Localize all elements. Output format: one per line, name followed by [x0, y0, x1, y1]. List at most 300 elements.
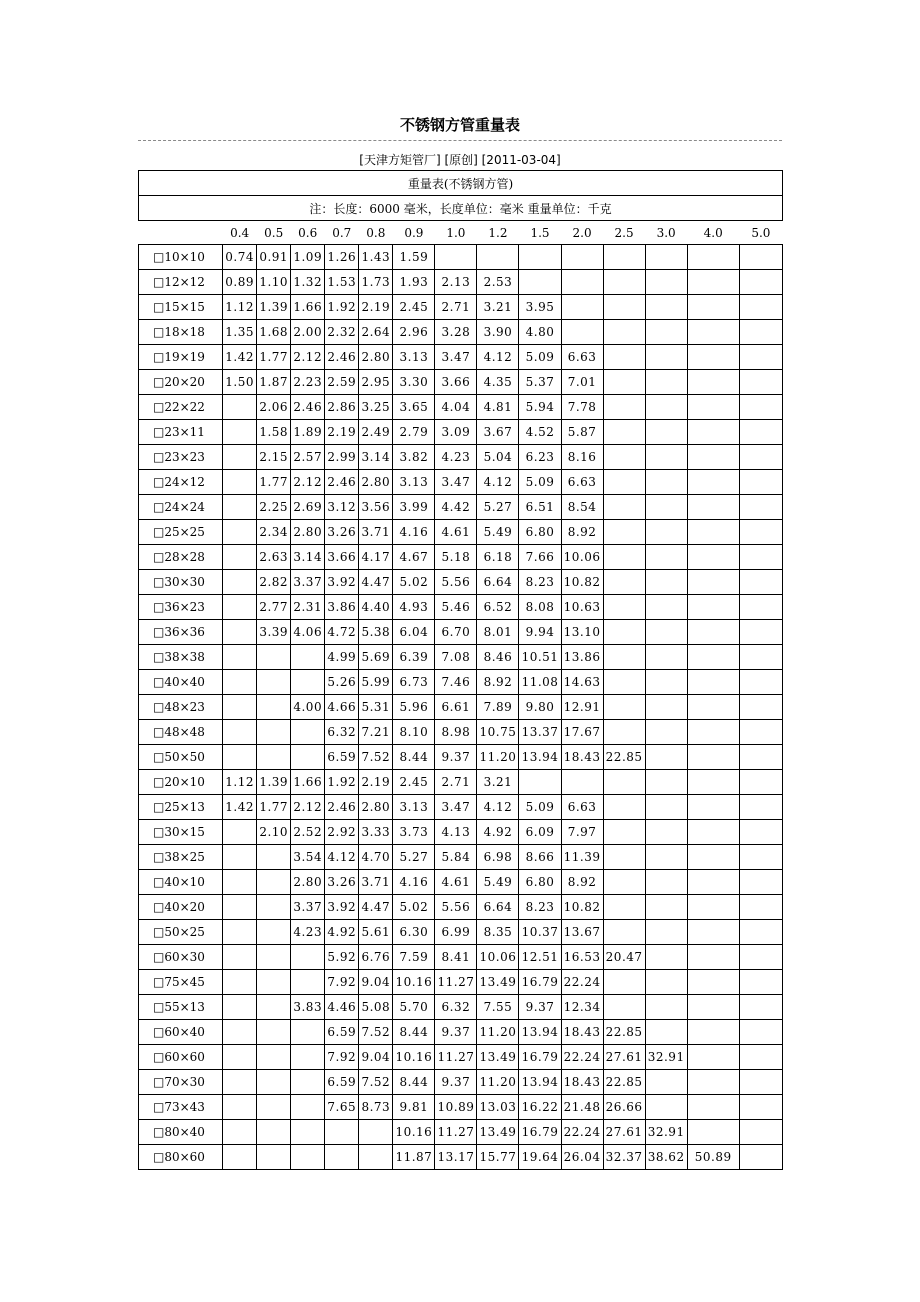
- weight-cell: [645, 470, 687, 495]
- weight-cell: [687, 1095, 739, 1120]
- weight-cell: 4.06: [291, 620, 325, 645]
- weight-cell: 10.89: [435, 1095, 477, 1120]
- thickness-header: 0.8: [366, 225, 386, 240]
- weight-cell: [291, 1045, 325, 1070]
- weight-cell: 3.67: [477, 420, 519, 445]
- dashed-divider: [138, 140, 782, 141]
- weight-cell: 3.12: [325, 495, 359, 520]
- weight-cell: [603, 595, 645, 620]
- weight-cell: 9.04: [359, 970, 393, 995]
- weight-cell: [223, 1070, 257, 1095]
- weight-cell: 10.16: [393, 970, 435, 995]
- weight-cell: 2.19: [359, 770, 393, 795]
- weight-cell: 7.46: [435, 670, 477, 695]
- weight-cell: 22.85: [603, 1070, 645, 1095]
- weight-cell: 16.79: [519, 1045, 561, 1070]
- weight-cell: 6.70: [435, 620, 477, 645]
- weight-cell: 9.94: [519, 620, 561, 645]
- weight-cell: [519, 270, 561, 295]
- weight-cell: 3.56: [359, 495, 393, 520]
- weight-cell: 4.12: [477, 470, 519, 495]
- weight-cell: [645, 995, 687, 1020]
- weight-cell: 10.06: [561, 545, 603, 570]
- weight-cell: 3.66: [325, 545, 359, 570]
- weight-cell: 16.79: [519, 970, 561, 995]
- weight-cell: [687, 1120, 739, 1145]
- weight-cell: 9.37: [435, 745, 477, 770]
- weight-cell: 5.18: [435, 545, 477, 570]
- weight-cell: [687, 395, 739, 420]
- weight-cell: 26.04: [561, 1145, 603, 1170]
- weight-cell: 1.66: [291, 770, 325, 795]
- weight-cell: [291, 720, 325, 745]
- weight-cell: 16.22: [519, 1095, 561, 1120]
- tube-size-cell: □60×30: [139, 945, 223, 970]
- table-row: [139, 245, 783, 270]
- weight-cell: 2.79: [393, 420, 435, 445]
- weight-cell: 2.12: [291, 795, 325, 820]
- weight-cell: 4.13: [435, 820, 477, 845]
- weight-cell: [257, 695, 291, 720]
- header-blank-cell: [139, 221, 223, 245]
- tube-size-cell: □18×18: [139, 320, 223, 345]
- weight-cell: 2.31: [291, 595, 325, 620]
- weight-cell: 3.39: [257, 620, 291, 645]
- table-row: [139, 720, 783, 745]
- weight-cell: [603, 370, 645, 395]
- tube-size-cell: □73×43: [139, 1095, 223, 1120]
- table-row: [139, 445, 783, 470]
- weight-cell: [325, 1145, 359, 1170]
- table-row: [139, 695, 783, 720]
- weight-cell: [257, 870, 291, 895]
- weight-cell: 1.73: [359, 270, 393, 295]
- weight-cell: 2.69: [291, 495, 325, 520]
- weight-cell: [645, 595, 687, 620]
- weight-cell: [645, 345, 687, 370]
- weight-cell: 4.04: [435, 395, 477, 420]
- source-line: [天津方矩管厂] [原创] [2011-03-04]: [359, 153, 561, 167]
- weight-cell: 4.70: [359, 845, 393, 870]
- weight-cell: 4.40: [359, 595, 393, 620]
- weight-cell: 32.91: [645, 1120, 687, 1145]
- weight-cell: [223, 495, 257, 520]
- weight-cell: 10.06: [477, 945, 519, 970]
- weight-cell: 2.80: [359, 345, 393, 370]
- weight-cell: [739, 970, 782, 995]
- weight-cell: 2.23: [291, 370, 325, 395]
- weight-cell: 3.92: [325, 570, 359, 595]
- weight-cell: [603, 770, 645, 795]
- weight-cell: 7.59: [393, 945, 435, 970]
- weight-cell: 9.80: [519, 695, 561, 720]
- weight-cell: [603, 545, 645, 570]
- weight-cell: 0.74: [223, 245, 257, 270]
- weight-cell: 6.98: [477, 845, 519, 870]
- weight-cell: [739, 395, 782, 420]
- weight-cell: 7.97: [561, 820, 603, 845]
- weight-cell: [603, 495, 645, 520]
- weight-cell: 5.08: [359, 995, 393, 1020]
- weight-cell: 1.59: [393, 245, 435, 270]
- weight-cell: [739, 470, 782, 495]
- weight-cell: [739, 920, 782, 945]
- table-row: [139, 595, 783, 620]
- tube-size-cell: □80×40: [139, 1120, 223, 1145]
- weight-cell: 13.10: [561, 620, 603, 645]
- weight-cell: [739, 795, 782, 820]
- weight-cell: 2.06: [257, 395, 291, 420]
- weight-cell: [603, 295, 645, 320]
- weight-cell: [645, 770, 687, 795]
- weight-cell: [645, 720, 687, 745]
- tube-size-cell: □70×30: [139, 1070, 223, 1095]
- weight-cell: [223, 870, 257, 895]
- weight-cell: [687, 895, 739, 920]
- weight-cell: 2.15: [257, 445, 291, 470]
- weight-cell: 11.20: [477, 1070, 519, 1095]
- weight-cell: [739, 620, 782, 645]
- weight-cell: 13.49: [477, 1120, 519, 1145]
- table-row: [139, 1145, 783, 1170]
- weight-cell: [645, 270, 687, 295]
- weight-cell: 9.37: [435, 1020, 477, 1045]
- weight-cell: [739, 495, 782, 520]
- weight-cell: 6.04: [393, 620, 435, 645]
- weight-cell: [739, 345, 782, 370]
- tube-size-cell: □50×25: [139, 920, 223, 945]
- weight-cell: 2.12: [291, 345, 325, 370]
- weight-cell: 10.63: [561, 595, 603, 620]
- weight-cell: [739, 245, 782, 270]
- table-row: [139, 845, 783, 870]
- weight-cell: [291, 645, 325, 670]
- weight-cell: [645, 420, 687, 445]
- weight-cell: 9.37: [519, 995, 561, 1020]
- table-row: [139, 870, 783, 895]
- weight-cell: 6.80: [519, 870, 561, 895]
- weight-cell: 9.81: [393, 1095, 435, 1120]
- weight-cell: 11.27: [435, 1120, 477, 1145]
- weight-cell: 4.12: [477, 795, 519, 820]
- tube-size-cell: □12×12: [139, 270, 223, 295]
- weight-cell: 1.26: [325, 245, 359, 270]
- weight-cell: [645, 570, 687, 595]
- weight-cell: 3.71: [359, 870, 393, 895]
- weight-cell: 3.13: [393, 795, 435, 820]
- table-row: [139, 670, 783, 695]
- weight-cell: 4.92: [325, 920, 359, 945]
- weight-cell: 8.44: [393, 1070, 435, 1095]
- weight-cell: 11.27: [435, 970, 477, 995]
- weight-cell: 2.53: [477, 270, 519, 295]
- weight-cell: 2.46: [325, 795, 359, 820]
- tube-size-cell: □23×11: [139, 420, 223, 445]
- weight-cell: [645, 1095, 687, 1120]
- weight-cell: 6.39: [393, 645, 435, 670]
- weight-cell: [687, 995, 739, 1020]
- weight-cell: 11.20: [477, 1020, 519, 1045]
- weight-cell: [645, 370, 687, 395]
- weight-cell: 3.13: [393, 345, 435, 370]
- weight-cell: [645, 395, 687, 420]
- table-row: [139, 370, 783, 395]
- weight-cell: [257, 670, 291, 695]
- weight-cell: [687, 470, 739, 495]
- weight-cell: [739, 1020, 782, 1045]
- weight-cell: [687, 420, 739, 445]
- tube-size-cell: □24×24: [139, 495, 223, 520]
- weight-cell: 5.94: [519, 395, 561, 420]
- weight-cell: 5.26: [325, 670, 359, 695]
- tube-size-cell: □60×60: [139, 1045, 223, 1070]
- weight-cell: [257, 895, 291, 920]
- weight-cell: 2.57: [291, 445, 325, 470]
- table-caption: 重量表(不锈钢方管): [139, 171, 783, 196]
- weight-cell: 5.37: [519, 370, 561, 395]
- weight-cell: 11.20: [477, 745, 519, 770]
- table-row: [139, 920, 783, 945]
- weight-cell: 11.27: [435, 1045, 477, 1070]
- weight-cell: [603, 870, 645, 895]
- weight-cell: [603, 970, 645, 995]
- weight-cell: 4.81: [477, 395, 519, 420]
- weight-cell: 4.35: [477, 370, 519, 395]
- weight-cell: 5.09: [519, 470, 561, 495]
- weight-cell: 6.99: [435, 920, 477, 945]
- weight-cell: 3.99: [393, 495, 435, 520]
- tube-size-cell: □15×15: [139, 295, 223, 320]
- weight-cell: [257, 1120, 291, 1145]
- weight-cell: 5.27: [477, 495, 519, 520]
- weight-cell: 3.54: [291, 845, 325, 870]
- weight-cell: [739, 870, 782, 895]
- weight-cell: [687, 270, 739, 295]
- weight-cell: [739, 720, 782, 745]
- weight-cell: 22.85: [603, 1020, 645, 1045]
- weight-cell: [223, 670, 257, 695]
- weight-cell: [739, 1145, 782, 1170]
- weight-cell: 2.80: [291, 520, 325, 545]
- tube-size-cell: □10×10: [139, 245, 223, 270]
- table-row: [139, 345, 783, 370]
- thickness-header: 2.0: [572, 225, 592, 240]
- weight-cell: [645, 670, 687, 695]
- weight-cell: 5.49: [477, 870, 519, 895]
- weight-cell: [739, 445, 782, 470]
- weight-cell: [291, 945, 325, 970]
- weight-cell: [687, 1070, 739, 1095]
- weight-cell: [687, 695, 739, 720]
- weight-cell: 8.73: [359, 1095, 393, 1120]
- weight-cell: [257, 1045, 291, 1070]
- weight-cell: 13.37: [519, 720, 561, 745]
- tube-size-cell: □38×25: [139, 845, 223, 870]
- tube-size-cell: □20×10: [139, 770, 223, 795]
- weight-cell: 1.42: [223, 345, 257, 370]
- weight-cell: 8.66: [519, 845, 561, 870]
- weight-cell: 1.92: [325, 295, 359, 320]
- weight-cell: 4.93: [393, 595, 435, 620]
- weight-cell: 2.45: [393, 770, 435, 795]
- weight-cell: 3.26: [325, 870, 359, 895]
- weight-cell: [603, 995, 645, 1020]
- weight-cell: [687, 545, 739, 570]
- weight-cell: 3.30: [393, 370, 435, 395]
- weight-cell: [739, 545, 782, 570]
- weight-cell: 2.80: [359, 795, 393, 820]
- weight-cell: 5.09: [519, 795, 561, 820]
- weight-cell: 5.99: [359, 670, 393, 695]
- weight-cell: [739, 420, 782, 445]
- weight-cell: [687, 245, 739, 270]
- table-row: [139, 1120, 783, 1145]
- weight-cell: [223, 545, 257, 570]
- weight-cell: 22.85: [603, 745, 645, 770]
- weight-cell: 7.52: [359, 1020, 393, 1045]
- weight-cell: [257, 920, 291, 945]
- weight-cell: 2.59: [325, 370, 359, 395]
- weight-cell: 7.01: [561, 370, 603, 395]
- weight-cell: [739, 645, 782, 670]
- weight-cell: 4.12: [325, 845, 359, 870]
- weight-cell: [257, 1095, 291, 1120]
- tube-size-cell: □36×23: [139, 595, 223, 620]
- weight-cell: [687, 370, 739, 395]
- weight-cell: 4.66: [325, 695, 359, 720]
- weight-cell: [291, 1145, 325, 1170]
- weight-cell: [645, 1070, 687, 1095]
- weight-cell: [739, 670, 782, 695]
- weight-cell: 22.24: [561, 970, 603, 995]
- weight-cell: [223, 395, 257, 420]
- table-row: [139, 795, 783, 820]
- weight-cell: [257, 995, 291, 1020]
- tube-size-cell: □40×40: [139, 670, 223, 695]
- weight-cell: 1.09: [291, 245, 325, 270]
- weight-cell: [687, 820, 739, 845]
- weight-cell: [603, 470, 645, 495]
- weight-cell: [739, 995, 782, 1020]
- weight-cell: 6.63: [561, 795, 603, 820]
- weight-cell: [687, 795, 739, 820]
- weight-cell: 10.16: [393, 1120, 435, 1145]
- weight-cell: 1.39: [257, 770, 291, 795]
- weight-cell: 6.63: [561, 470, 603, 495]
- weight-cell: 8.44: [393, 745, 435, 770]
- weight-cell: [291, 1070, 325, 1095]
- table-row: [139, 295, 783, 320]
- tube-size-cell: □24×12: [139, 470, 223, 495]
- tube-size-cell: □30×30: [139, 570, 223, 595]
- weight-cell: 6.18: [477, 545, 519, 570]
- weight-cell: [687, 295, 739, 320]
- weight-cell: 3.86: [325, 595, 359, 620]
- table-row: [139, 770, 783, 795]
- weight-cell: [603, 895, 645, 920]
- weight-cell: [223, 570, 257, 595]
- weight-cell: [645, 845, 687, 870]
- weight-cell: [257, 1070, 291, 1095]
- weight-cell: 3.37: [291, 895, 325, 920]
- weight-cell: 10.82: [561, 570, 603, 595]
- weight-cell: 8.41: [435, 945, 477, 970]
- weight-cell: [687, 620, 739, 645]
- weight-cell: 50.89: [687, 1145, 739, 1170]
- weight-cell: 5.46: [435, 595, 477, 620]
- weight-cell: 10.37: [519, 920, 561, 945]
- weight-cell: [687, 495, 739, 520]
- tube-size-cell: □48×23: [139, 695, 223, 720]
- tube-size-cell: □23×23: [139, 445, 223, 470]
- tube-size-cell: □60×40: [139, 1020, 223, 1045]
- weight-cell: 4.61: [435, 870, 477, 895]
- weight-cell: [603, 920, 645, 945]
- weight-cell: [739, 695, 782, 720]
- weight-cell: [223, 920, 257, 945]
- weight-cell: 4.92: [477, 820, 519, 845]
- table-row: [139, 395, 783, 420]
- weight-cell: 0.89: [223, 270, 257, 295]
- weight-cell: [223, 1120, 257, 1145]
- weight-cell: 2.46: [325, 470, 359, 495]
- tube-size-cell: □20×20: [139, 370, 223, 395]
- weight-cell: 1.10: [257, 270, 291, 295]
- weight-cell: 8.92: [477, 670, 519, 695]
- thickness-header: 5.0: [751, 225, 771, 240]
- weight-cell: 27.61: [603, 1120, 645, 1145]
- weight-cell: [739, 1070, 782, 1095]
- thickness-header: 0.9: [404, 225, 424, 240]
- tube-size-cell: □80×60: [139, 1145, 223, 1170]
- weight-cell: 2.64: [359, 320, 393, 345]
- weight-cell: 1.77: [257, 795, 291, 820]
- weight-cell: 2.95: [359, 370, 393, 395]
- weight-cell: [645, 320, 687, 345]
- weight-cell: 3.66: [435, 370, 477, 395]
- weight-cell: [223, 470, 257, 495]
- weight-cell: [223, 520, 257, 545]
- weight-cell: 7.52: [359, 745, 393, 770]
- weight-cell: 8.92: [561, 520, 603, 545]
- weight-cell: 2.99: [325, 445, 359, 470]
- table-row: [139, 1070, 783, 1095]
- weight-cell: 7.08: [435, 645, 477, 670]
- weight-cell: 32.37: [603, 1145, 645, 1170]
- tube-size-cell: □50×50: [139, 745, 223, 770]
- tube-size-cell: □38×38: [139, 645, 223, 670]
- page-title: 不锈钢方管重量表: [399, 116, 520, 134]
- weight-cell: [739, 1045, 782, 1070]
- weight-cell: [687, 745, 739, 770]
- weight-cell: 2.32: [325, 320, 359, 345]
- tube-size-cell: □25×13: [139, 795, 223, 820]
- weight-cell: 8.54: [561, 495, 603, 520]
- weight-cell: 1.68: [257, 320, 291, 345]
- weight-cell: 1.66: [291, 295, 325, 320]
- weight-cell: 12.51: [519, 945, 561, 970]
- weight-cell: 3.47: [435, 795, 477, 820]
- weight-cell: 6.59: [325, 1070, 359, 1095]
- weight-cell: 2.92: [325, 820, 359, 845]
- weight-cell: 3.14: [291, 545, 325, 570]
- weight-cell: 13.49: [477, 1045, 519, 1070]
- weight-cell: 7.55: [477, 995, 519, 1020]
- weight-cell: 5.38: [359, 620, 393, 645]
- weight-cell: 13.94: [519, 1070, 561, 1095]
- weight-cell: [257, 1145, 291, 1170]
- weight-cell: [645, 945, 687, 970]
